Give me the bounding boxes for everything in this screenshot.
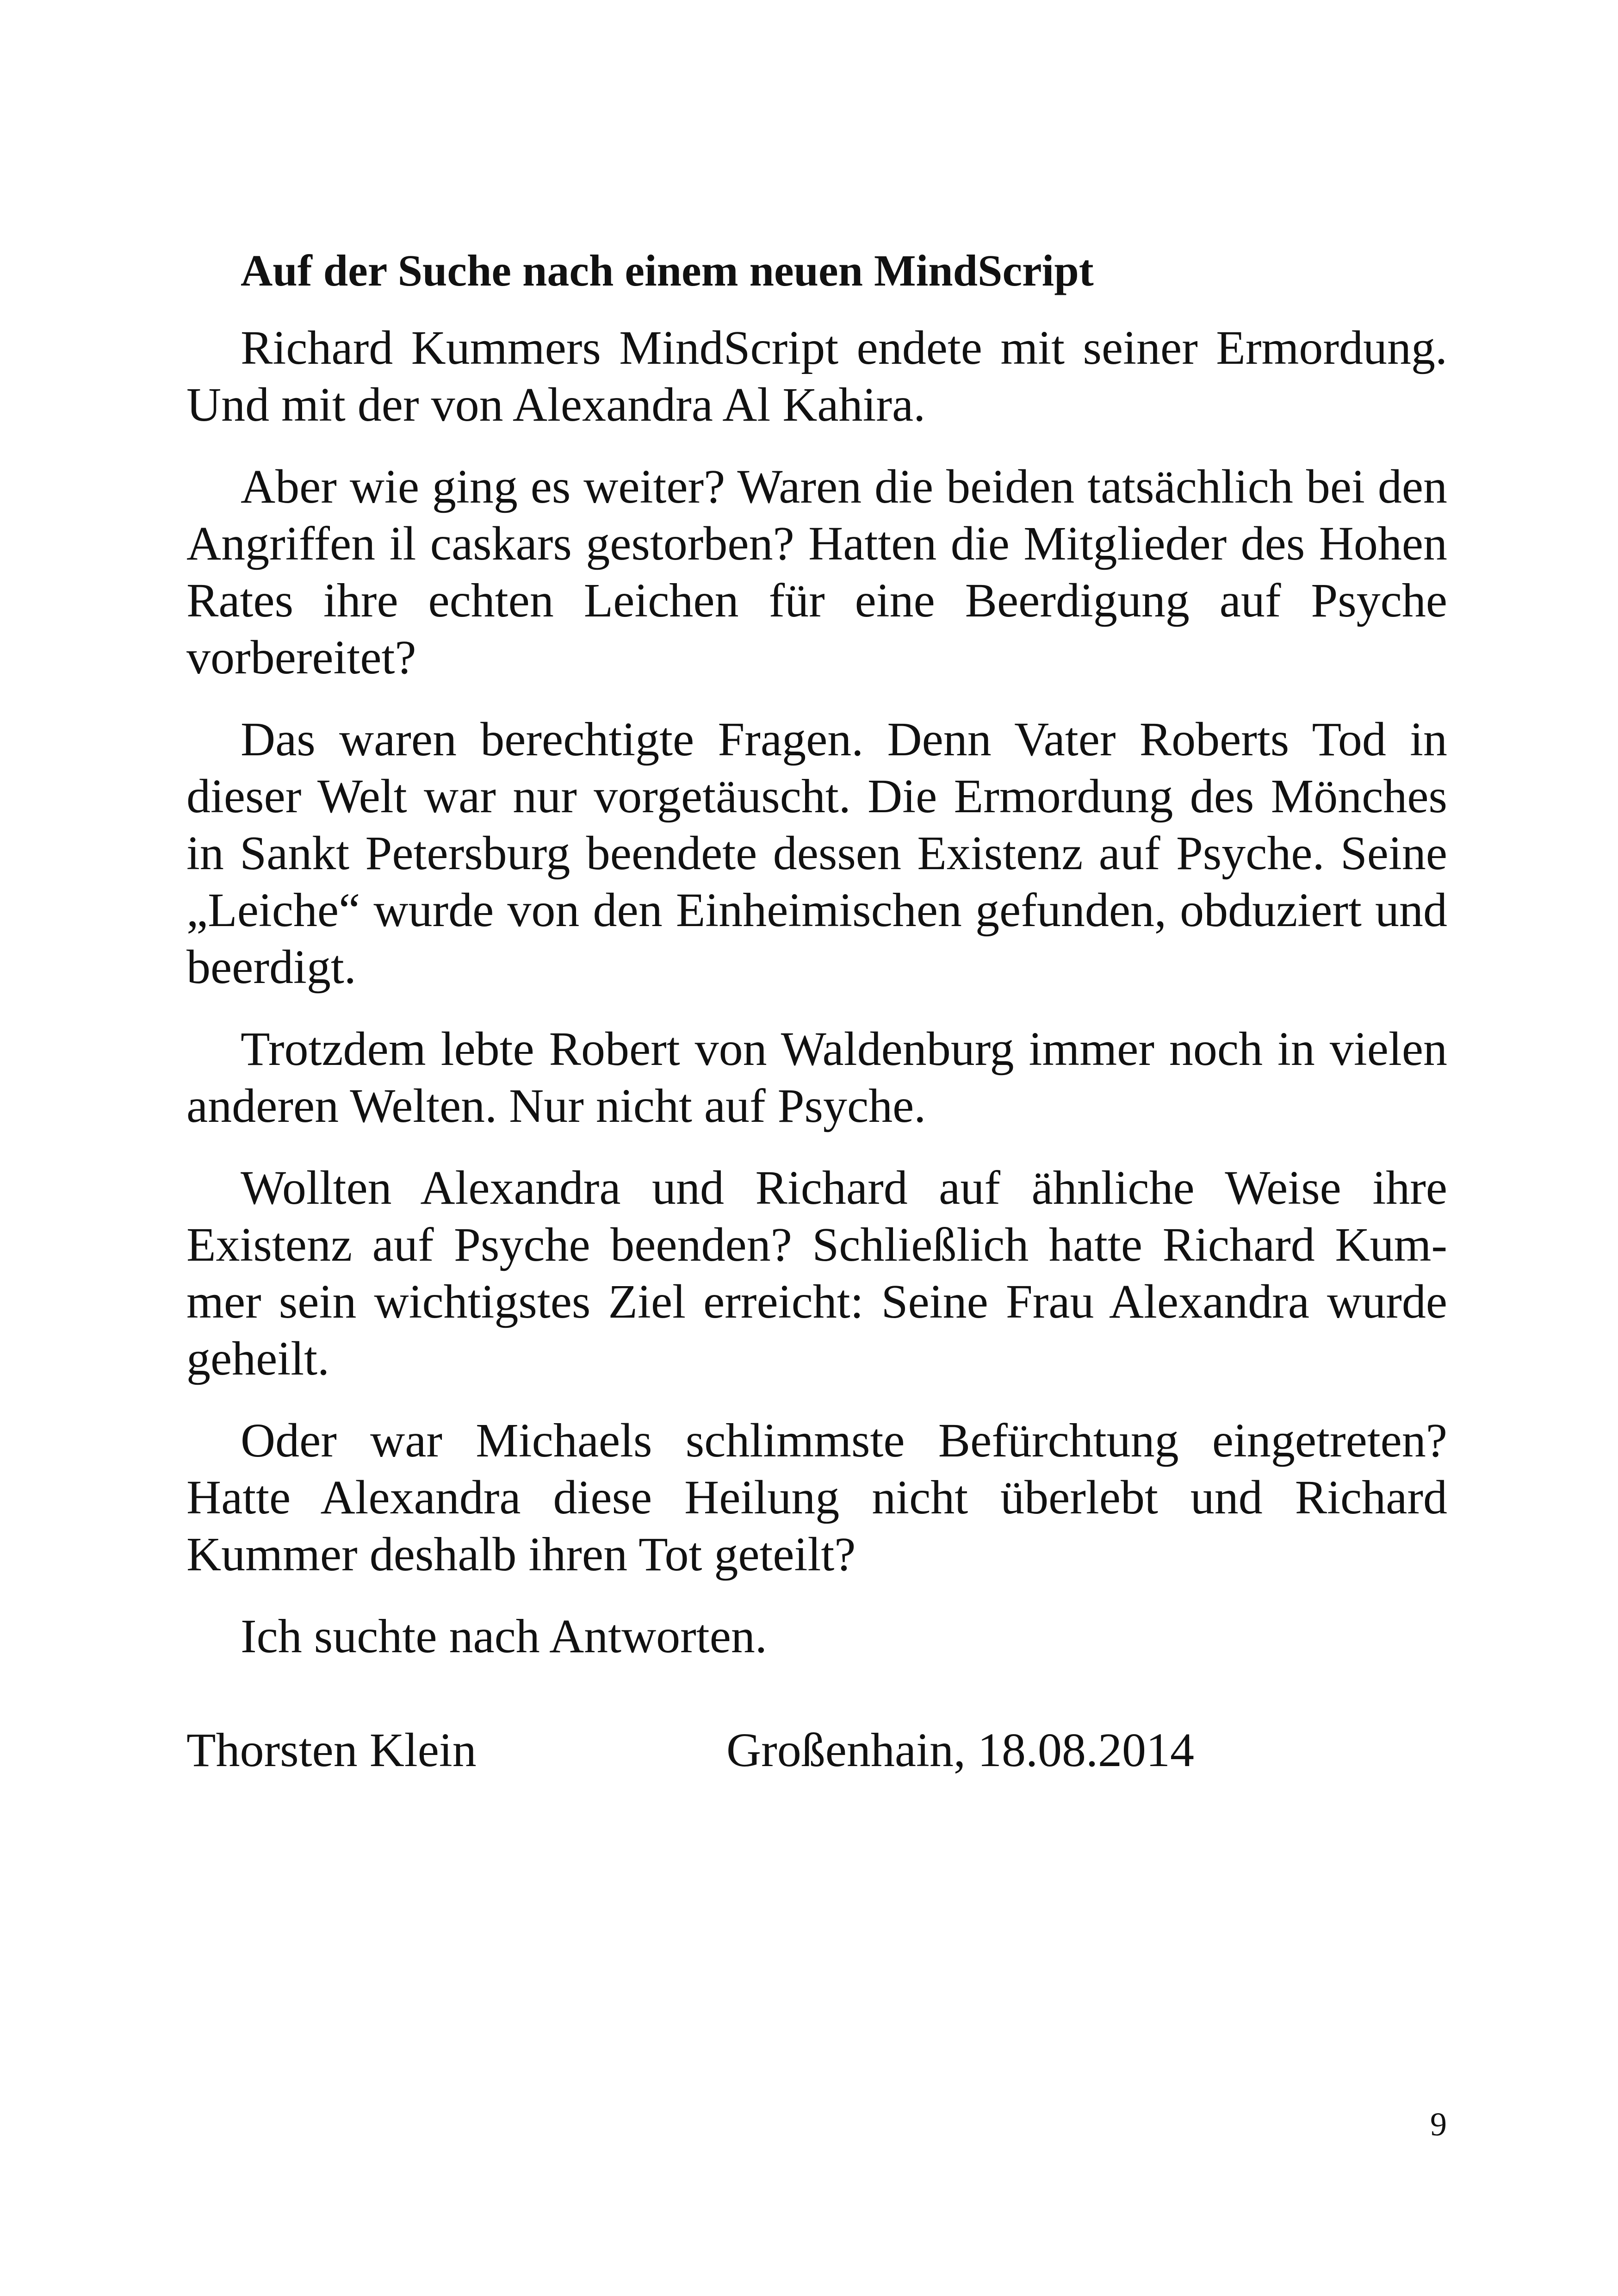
paragraph-5: Wollten Alexandra und Richard auf ähnliche Weise ihre Existenz auf Psyche beenden? Schließlich hatte Richard Kummer sein wichtigstes Ziel erreicht: Seine Frau Alexandra wurde geheilt. xyxy=(186,1161,1447,1385)
paragraph-3: Das waren berechtigte Fragen. Denn Vater Roberts Tod in dieser Welt war nur vorgetäuscht. Die Ermordung des Mönches in Sankt Petersburg beendete dessen Existenz auf Psyche. Seine „Leiche“ wurde von den Einheimischen gefunden, obduziert und beerdigt. xyxy=(186,713,1447,994)
chapter-heading: Auf der Suche nach einem neuen MindScript xyxy=(241,246,1094,295)
author-name: Thorsten Klein xyxy=(186,1724,477,1777)
paragraph-4: Trotzdem lebte Robert von Waldenburg immer noch in vielen anderen Welten. Nur nicht auf Psyche. xyxy=(186,1022,1447,1132)
paragraph-1: Richard Kummers MindScript endete mit seiner Ermordung. Und mit der von Alexandra Al Kahira. xyxy=(186,321,1447,431)
paragraph-7: Ich suchte nach Antworten. xyxy=(241,1610,767,1663)
paragraph-6: Oder war Michaels schlimmste Befürchtung eingetreten? Hatte Alexandra diese Heilung nicht überlebt und Richard Kummer deshalb ihren Tot geteilt? xyxy=(186,1414,1447,1581)
paragraph-2: Aber wie ging es weiter? Waren die beiden tatsächlich bei den Angriffen il caskars gestorben? Hatten die Mitglieder des Hohen Rates ihre echten Leichen für eine Beerdigung auf Psyche vorbereitet? xyxy=(186,460,1447,684)
place-and-date: Großenhain, 18.08.2014 xyxy=(726,1724,1194,1777)
page-number: 9 xyxy=(1430,2106,1447,2143)
main-text xyxy=(186,241,1447,1690)
